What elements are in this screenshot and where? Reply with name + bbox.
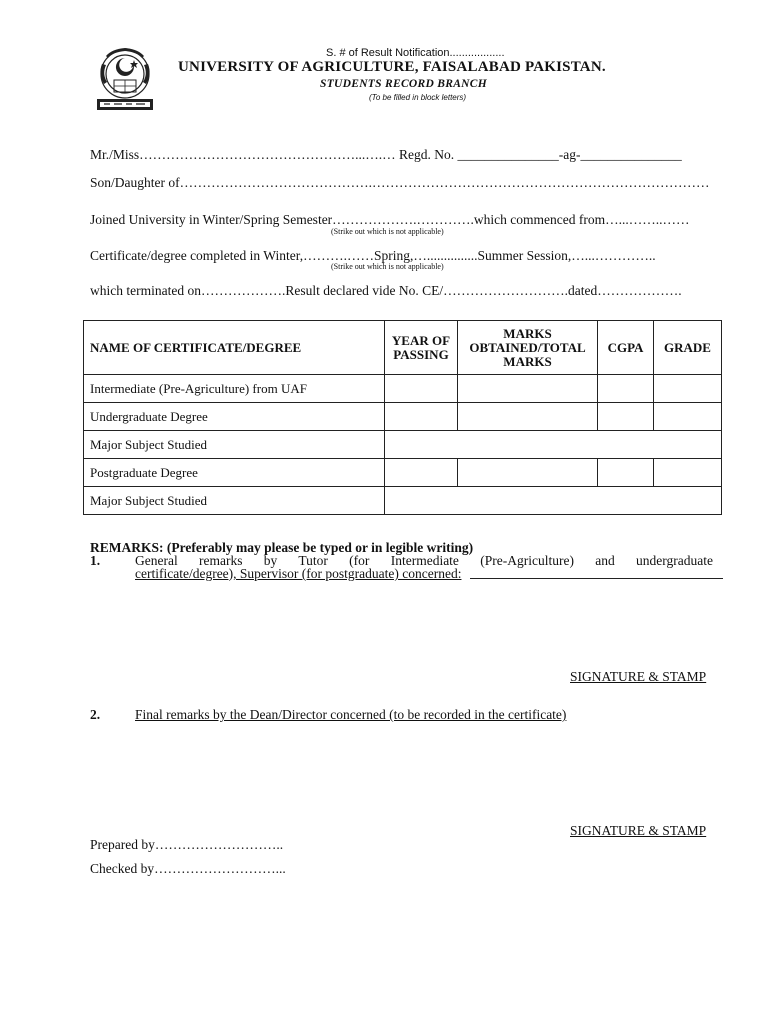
column-header: CGPA	[598, 321, 654, 375]
remark-number: 2.	[90, 707, 101, 722]
table-cell[interactable]	[385, 431, 722, 459]
university-title: UNIVERSITY OF AGRICULTURE, FAISALABAD PAKISTAN.	[178, 59, 606, 75]
table-row	[84, 431, 722, 459]
column-header: MARKS OBTAINED/TOTAL MARKS	[458, 321, 598, 375]
remark-1-text: General remarks by Tutor (for Intermediate (Pre-Agriculture) and undergraduate	[135, 553, 713, 568]
checked-by-field[interactable]: Checked by………………………...	[90, 861, 286, 876]
branch-title: STUDENTS RECORD BRANCH	[320, 78, 487, 90]
table-cell[interactable]	[385, 375, 458, 403]
table-cell[interactable]	[598, 375, 654, 403]
row-label: Major Subject Studied	[84, 487, 385, 515]
notification-number: S. # of Result Notification..................	[326, 47, 505, 59]
row-label: Postgraduate Degree	[84, 459, 385, 487]
row-label: Undergraduate Degree	[84, 403, 385, 431]
block-letters-note: (To be filled in block letters)	[369, 93, 467, 102]
table-header-row	[84, 321, 722, 375]
table-cell[interactable]	[598, 403, 654, 431]
name-regd-field[interactable]: Mr./Miss…………………………………………...….… Regd. No. _______________-ag-_______________	[90, 147, 682, 162]
column-header: NAME OF CERTIFICATE/DEGREE	[84, 321, 385, 375]
table-cell[interactable]	[654, 403, 722, 431]
table-row	[84, 487, 722, 515]
signature-stamp-label: SIGNATURE & STAMP	[570, 823, 707, 838]
column-header: YEAR OF PASSING	[385, 321, 458, 375]
row-label: Intermediate (Pre-Agriculture) from UAF	[84, 375, 385, 403]
table-cell[interactable]	[654, 459, 722, 487]
table-cell[interactable]	[598, 459, 654, 487]
prepared-by-field[interactable]: Prepared by………………………..	[90, 837, 284, 852]
row-label: Major Subject Studied	[84, 431, 385, 459]
table-row	[84, 459, 722, 487]
parent-name-field[interactable]: Son/Daughter of…………………………………….…………………………………………………………………	[90, 175, 710, 190]
table-cell[interactable]	[385, 403, 458, 431]
table-cell[interactable]	[385, 487, 722, 515]
remarks-heading: REMARKS: (Preferably may please be typed or in legible writing)	[90, 540, 474, 555]
remark-1-text-cont: certificate/degree), Supervisor (for postgraduate) concerned:	[135, 566, 462, 581]
certificate-table	[83, 320, 722, 515]
result-declaration-field[interactable]: which terminated on……………….Result declared vide No. CE/……………………….dated……………….	[90, 283, 682, 298]
remark-2-text: Final remarks by the Dean/Director concerned (to be recorded in the certificate)	[135, 707, 567, 722]
column-header: GRADE	[654, 321, 722, 375]
remark-number: 1.	[90, 553, 101, 568]
table-cell[interactable]	[458, 403, 598, 431]
university-logo	[92, 46, 158, 114]
strike-note: (Strike out which is not applicable)	[331, 262, 444, 271]
table-row	[84, 375, 722, 403]
table-cell[interactable]	[458, 459, 598, 487]
table-row	[84, 403, 722, 431]
remark-1-underline	[470, 578, 723, 579]
table-cell[interactable]	[458, 375, 598, 403]
table-cell[interactable]	[385, 459, 458, 487]
completed-session-field[interactable]: Certificate/degree completed in Winter,……….……Spring,…...............Summer Session,…...…………..	[90, 248, 656, 263]
signature-stamp-label: SIGNATURE & STAMP	[570, 669, 707, 684]
table-cell[interactable]	[654, 375, 722, 403]
joined-semester-field[interactable]: Joined University in Winter/Spring Semester……………….………….which commenced from…...……..……	[90, 212, 690, 227]
strike-note: (Strike out which is not applicable)	[331, 227, 444, 236]
